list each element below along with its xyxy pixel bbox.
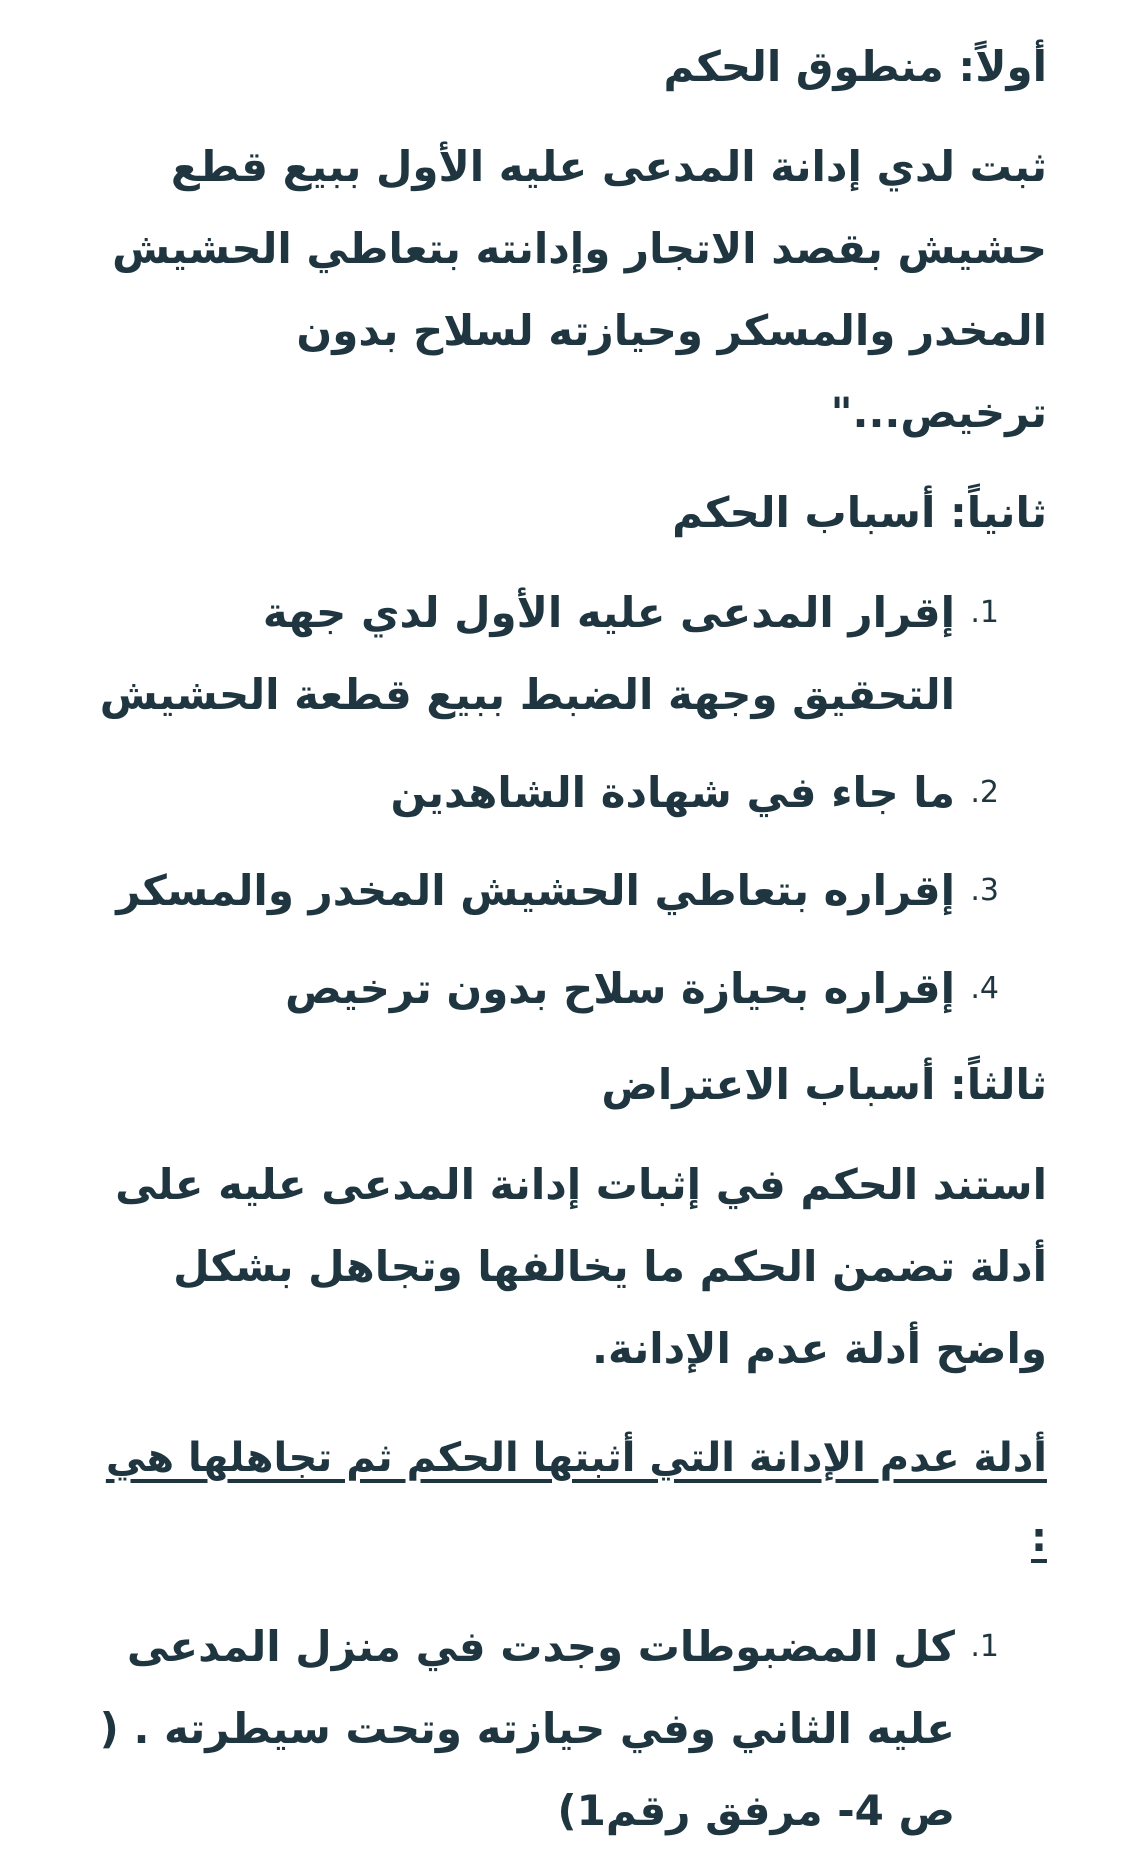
- list-item: [86, 948, 999, 1030]
- list-item-text: إقراره بحيازة سلاح بدون ترخيص: [285, 964, 955, 1013]
- objection-text: استند الحكم في إثبات إدانة المدعى عليه على أدلة تضمن الحكم ما يخالفها وتجاهل بشكل واضح أدلة عدم الإدانة.: [115, 1160, 1047, 1373]
- evidence-list: [86, 1606, 1047, 1852]
- section-heading-ruling: أولاً: منطوق الحكم: [663, 42, 1047, 91]
- list-item: [86, 752, 999, 834]
- list-item-text: إقرار المدعى عليه الأول لدي جهة التحقيق وجهة الضبط ببيع قطعة الحشيش: [99, 588, 955, 719]
- list-item: [86, 1606, 999, 1852]
- list-item-text: كل المضبوطات وجدت في منزل المدعى عليه الثاني وفي حيازته وتحت سيطرته . ( ص 4- مرفق رقم1): [99, 1622, 955, 1835]
- section-heading-objection: ثالثاً: أسباب الاعتراض: [601, 1060, 1047, 1109]
- list-item-number: 2.: [970, 775, 999, 810]
- evidence-heading: أدلة عدم الإدانة التي أثبتها الحكم ثم تجاهلها هي :: [105, 1435, 1047, 1561]
- list-item-number: 3.: [970, 873, 999, 908]
- list-item-number: 1.: [970, 595, 999, 630]
- ruling-text: ثبت لدي إدانة المدعى عليه الأول ببيع قطع حشيش بقصد الاتجار وإدانته بتعاطي الحشيش المخدر والمسكر وحيازته لسلاح بدون ترخيص...": [112, 142, 1047, 437]
- section-heading-reasons: ثانياً: أسباب الحكم: [672, 488, 1047, 537]
- list-item-number: 1.: [970, 1629, 999, 1664]
- list-item: [86, 850, 999, 932]
- list-item-text: ما جاء في شهادة الشاهدين: [390, 768, 955, 817]
- reasons-list: [86, 572, 1047, 1030]
- list-item: [86, 572, 999, 736]
- list-item-text: إقراره بتعاطي الحشيش المخدر والمسكر: [116, 866, 955, 915]
- list-item-number: 4.: [970, 971, 999, 1006]
